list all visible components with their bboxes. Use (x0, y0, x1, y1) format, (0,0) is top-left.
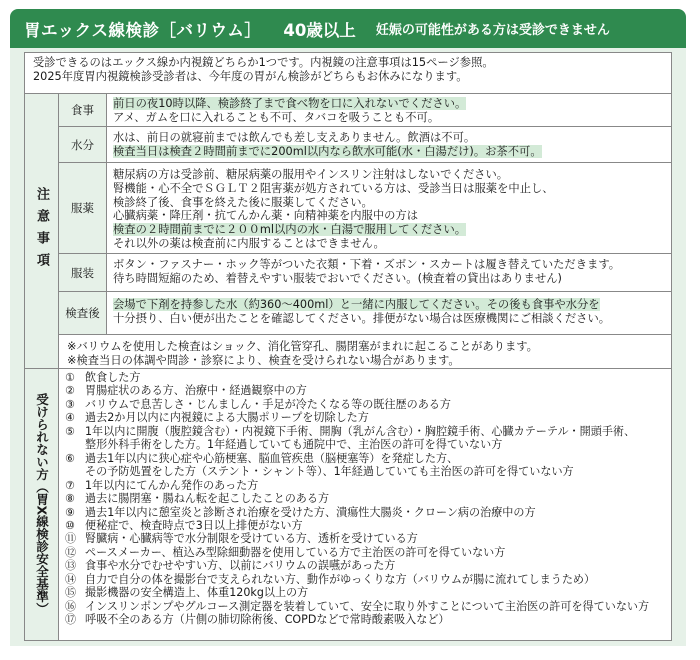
item-text: 呼吸不全のある方（片側の肺切除術後、COPDなどで常時酸素吸入など） (85, 613, 450, 627)
ineligible-item (65, 425, 671, 438)
ineligible-item (65, 371, 671, 384)
precaution-text: 前日の夜10時以降、検診終了まで食べ物を口に入れないでください。 (113, 97, 467, 110)
pregnancy-note: 妊娠の可能性がある方は受診できません (375, 23, 610, 38)
precaution-text: 十分摂り、白い便が出たことを確認してください。排便がない場合は医療機関にご相談ください。 (113, 311, 611, 325)
precaution-category: 食事 (59, 94, 107, 126)
precaution-text: 検診終了後、食事を終えた後に服薬してください。 (113, 195, 373, 209)
ineligible-item (65, 600, 671, 613)
ineligible-item (65, 519, 671, 532)
ineligible-item (65, 506, 671, 519)
item-number: ⑫ (65, 545, 77, 559)
item-number: ② (65, 384, 75, 398)
item-text: ペースメーカー、植込み型除細動器を使用している方で主治医の許可を得ていない方 (85, 545, 506, 559)
item-text: 過去に腸閉塞・腸ねん転を起こしたことのある方 (85, 492, 330, 506)
precaution-row-water (59, 127, 671, 163)
intro-box (24, 52, 672, 93)
precaution-text: 検査の２時間前までに２００ml以内の水・白湯で服用してください。 (113, 223, 467, 237)
item-number: ① (65, 371, 75, 384)
precaution-category: 検査後 (59, 292, 107, 334)
item-number: ⑬ (65, 559, 77, 573)
ineligible-item (65, 573, 671, 586)
precaution-text: 糖尿病の方は受診前、糖尿病薬の服用やインスリン注射はしないでください。 (113, 168, 509, 181)
item-number (65, 465, 85, 478)
intro-line: 2025年度胃内視鏡検診受診者は、今年度の胃がん検診がどちらもお休みになります。 (33, 69, 468, 83)
precaution-text: 待ち時間短縮のため、着替えやすい服装でおいでください。(検査着の貸出はありません) (113, 271, 562, 285)
ineligible-item (65, 398, 671, 411)
precautions-label: 注意事項 (25, 94, 59, 368)
precaution-category: 水分 (59, 127, 107, 162)
item-text: インスリンポンプやグルコース測定器を装着していて、安全に取り外すことについて主治医の許可を得ていない方 (85, 599, 650, 613)
ineligible-list (59, 371, 671, 627)
item-text: バリウムで息苦しさ・じんましん・手足が冷たくなる等の既往歴のある方 (85, 397, 451, 411)
item-text: 過去2か月以内に内視鏡による大腸ポリープを切除した方 (85, 411, 369, 425)
item-text: 便秘症で、検査時点で3日以上排便がない方 (85, 518, 303, 532)
footnote: ※バリウムを使用した検査はショック、消化管穿孔、腸閉塞がまれに起こることがあります。 (67, 340, 538, 353)
intro-line: 受診できるのはエックス線か内視鏡どちらか1つです。内視鏡の注意事項は15ページ参照。 (33, 56, 494, 69)
ineligible-item (65, 411, 671, 424)
item-number: ⑰ (65, 613, 77, 627)
item-number: ④ (65, 411, 75, 425)
item-number: ③ (65, 397, 75, 411)
item-text: 自力で自分の体を撮影台で支えられない方、動作がゆっくりな方（バリウムが腸に流れてしまうため） (85, 572, 596, 586)
ineligible-item (65, 452, 671, 465)
ineligible-item (65, 532, 671, 545)
item-text: 過去1年以内に狭心症や心筋梗塞、脳血管疾患（脳梗塞等）を発症した方、 (85, 451, 459, 465)
precaution-row-medication (59, 163, 671, 254)
item-text: 過去1年以内に憩室炎と診断され治療を受けた方、潰瘍性大腸炎・クローン病の治療中の方 (85, 505, 536, 519)
precaution-text: ボタン・ファスナー・ホック等がついた衣類・下着・ズボン・スカートは履き替えていただきます。 (113, 258, 621, 271)
item-number: ⑤ (65, 424, 75, 438)
precaution-text: 心臓病薬・降圧剤・抗てんかん薬・向精神薬を内服中の方は (113, 209, 419, 223)
ineligible-section (24, 369, 672, 641)
item-number: ⑪ (65, 532, 77, 546)
item-text: 食事や水分でむせやすい方、以前にバリウムの誤嚥があった方 (85, 559, 396, 573)
item-number: ⑯ (65, 599, 77, 613)
item-number: ⑧ (65, 492, 75, 506)
item-text: 整形外科手術をした方。1年経過していても通院中で、主治医の許可を得ていない方 (85, 438, 503, 452)
item-number (65, 438, 85, 451)
precaution-row-clothing (59, 254, 671, 292)
precaution-footnotes (59, 338, 671, 368)
ineligible-item (65, 465, 671, 478)
ineligible-item (65, 546, 671, 559)
item-text: 腎臓病・心臓病等で水分制限を受けている方、透析を受けている方 (85, 532, 418, 546)
precautions-section (24, 93, 672, 369)
section-header (10, 9, 686, 48)
precaution-text: 水は、前日の就寝前までは飲んでも差し支えありません。飲酒は不可。 (113, 131, 476, 144)
footnote: ※検査当日の体調や問診・診察により、検査を受けられない場合があります。 (67, 354, 460, 367)
ineligible-item (65, 559, 671, 572)
ineligible-item (65, 438, 671, 451)
item-text: 飲食した方 (85, 371, 141, 384)
item-text: 撮影機器の安全構造上、体重120kg以上の方 (85, 586, 309, 600)
precaution-category: 服装 (59, 254, 107, 291)
precaution-text: 会場で下剤を持参した水（約360～400ml）と一緒に内服してください。その後も食事や水分を (113, 298, 600, 311)
item-number: ⑮ (65, 586, 77, 600)
ineligible-label: 受けられない方（胃X線検診安全基準） (25, 369, 59, 640)
age-requirement: 40歳以上 (283, 20, 356, 40)
item-text: その予防処置をした方（ステント・シャント等）、1年経過していても主治医の許可を得ていない方 (85, 465, 574, 479)
ineligible-item (65, 479, 671, 492)
precaution-text: アメ、ガムを口に入れることも不可、タバコを吸うことも不可。 (113, 110, 440, 124)
item-text: 1年以内に開腹（腹腔鏡含む）・内視鏡下手術、開胸（乳がん含む）・胸腔鏡手術、心臓カテーテル・開頭手術、 (85, 424, 636, 438)
item-number: ⑦ (65, 478, 75, 492)
precaution-text: 検査当日は検査２時間前までに200ml以内なら飲水可能(水・白湯だけ)。お茶不可。 (113, 144, 542, 158)
precaution-row-after (59, 292, 671, 335)
precaution-text: それ以外の薬は検査前に内服することはできません。 (113, 236, 385, 250)
item-number: ⑥ (65, 451, 75, 465)
ineligible-item (65, 492, 671, 505)
item-number: ⑭ (65, 572, 77, 586)
precaution-row-food (59, 94, 671, 127)
ineligible-item (65, 613, 671, 626)
item-text: 胃腸症状のある方、治療中・経過観察中の方 (85, 384, 307, 398)
precaution-text: 腎機能・心不全でＳＧＬＴ２阻害薬が処方されている方は、受診当日は服薬を中止し、 (113, 181, 554, 195)
ineligible-item (65, 586, 671, 599)
item-number: ⑩ (65, 518, 75, 532)
precaution-category: 服薬 (59, 163, 107, 253)
item-text: 1年以内にてんかん発作のあった方 (85, 478, 259, 492)
item-number: ⑨ (65, 505, 75, 519)
exam-title: 胃エックス線検診［バリウム］ (24, 20, 262, 40)
ineligible-item (65, 384, 671, 397)
